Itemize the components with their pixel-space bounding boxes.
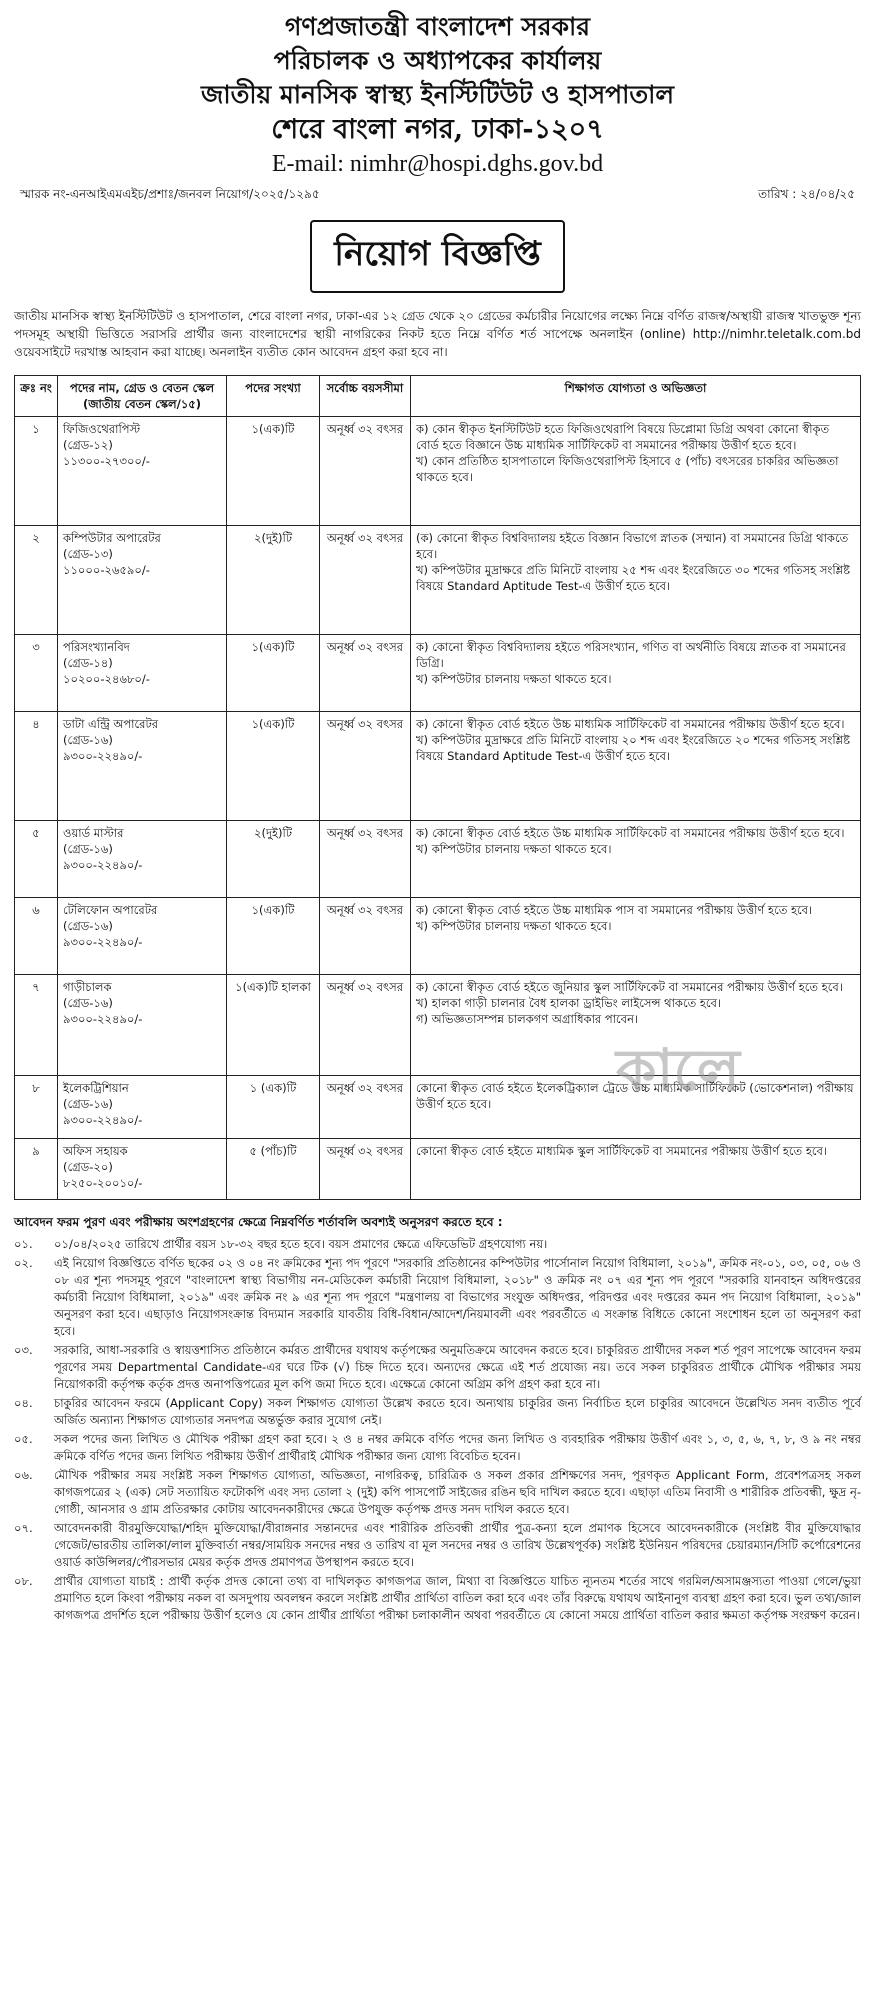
post-grade: (গ্রেড-১২) (63, 438, 113, 452)
count-cell: ১(এক)টি (227, 635, 320, 712)
count-cell: ৫ (পাঁচ)টি (227, 1139, 320, 1200)
condition-text: এই নিয়োগ বিজ্ঞপ্তিতে বর্ণিত ছকের ০২ ও ০৪ নং ক্রমিকের শূন্য পদ পূরণে "সরকারি প্রতিষ্ঠানের কম্পিউটার পার্সোনাল নিয়োগ বিধিমালা, ২০১৯", ক্রমিক নং-০১, ০৩, ০৫, ০৬ ও ০৮ এর শূন্য পদসমূহ পূরণে "বাংলাদেশ স্বাস্থ্য বিভাগীয় নন-মেডিকেল কর্মচারী নিয়োগ বিধিমালা, ২০১৮" ও ক্রমিক নং ০৭ এর শূন্য পদ পূরণে "সরকারি যানবাহন অধিদপ্তরের কর্মচারী নিয়োগ বিধিমালা, ২০১৯" এবং ক্রমিক নং ৯ এর শূন্য পদ পূরণে "মন্ত্রণালয় বা বিভাগের সংযুক্ত অধিদপ্তর, পরিদপ্তর এবং দপ্তরের কমন পদ নিয়োগ বিধিমালা, ২০১৯" অনুসরণ করা হবে। এছাড়াও নিয়োগসংক্রান্ত বিদ্যমান সরকারি যাবতীয় বিধি-বিধান/আদেশ/নিয়মাবলী এবং পরবর্তীতে এ সংক্রান্ত বিধিতে কোনো সংশোধন হলে তা অনুসরণ করা হবে। (54, 1256, 861, 1338)
qualification-line: ক) কোনো স্বীকৃত বোর্ড হইতে উচ্চ মাধ্যমিক সার্টিফিকেট বা সমমানের পরীক্ষায় উত্তীর্ণ হতে হবে। (416, 826, 845, 840)
condition-text: ০১/০৪/২০২৫ তারিখে প্রার্থীর বয়স ১৮-৩২ বছর হতে হবে। বয়স প্রমাণের ক্ষেত্রে এফিডেভিট গ্রহণযোগ্য নয়। (54, 1237, 548, 1251)
condition-number: ০৫. (14, 1432, 33, 1446)
condition-number: ০১. (14, 1237, 33, 1251)
newspaper-watermark: কালে (616, 1036, 740, 1104)
condition-number: ০৮. (14, 1574, 33, 1588)
age-cell: অনূর্ধ্ব ৩২ বৎসর (320, 1076, 411, 1139)
table-row (15, 821, 861, 898)
qualification-line: খ) কোন প্রতিষ্ঠিত হাসপাতালে ফিজিওথেরাপিস্ট হিসাবে ৫ (পাঁচ) বৎসরের চাকরির অভিজ্ঞতা থাকতে হবে। (416, 454, 839, 484)
count-cell: ১ (এক)টি (227, 1076, 320, 1139)
condition-number: ০২. (14, 1256, 33, 1270)
qualification-line: কোনো স্বীকৃত বোর্ড হইতে মাধ্যমিক স্কুল সার্টিফিকেট বা সমমানের পরীক্ষায় উত্তীর্ণ হতে হবে। (416, 1144, 828, 1158)
age-cell: অনূর্ধ্ব ৩২ বৎসর (320, 526, 411, 635)
header-govt: গণপ্রজাতন্ত্রী বাংলাদেশ সরকার (285, 12, 590, 41)
post-cell (58, 1076, 227, 1139)
age-cell: অনূর্ধ্ব ৩২ বৎসর (320, 975, 411, 1076)
serial-cell: ২ (15, 526, 58, 635)
age-cell: অনূর্ধ্ব ৩২ বৎসর (320, 712, 411, 821)
serial-cell: ৭ (15, 975, 58, 1076)
condition-item (14, 1467, 861, 1518)
qualification-line: ক) কোনো স্বীকৃত বোর্ড হইতে উচ্চ মাধ্যমিক সার্টিফিকেট বা সমমানের পরীক্ষায় উত্তীর্ণ হতে হবে। (416, 717, 845, 731)
header-office: পরিচালক ও অধ্যাপকের কার্যালয় (273, 46, 602, 75)
serial-cell: ৩ (15, 635, 58, 712)
condition-text: মৌখিক পরীক্ষার সময় সংশ্লিষ্ট সকল শিক্ষাগত যোগ্যতা, অভিজ্ঞতা, নাগরিকত্ব, চারিত্রিক ও সকল প্রকার প্রশিক্ষণের সনদ, পূরণকৃত Applicant Form, প্রবেশপত্রসহ সকল কাগজপত্রের ২ (এক) সেট সত্যায়িত ফটোকপি এবং সদ্য তোলা ২ (দুই) কপি পাসপোর্ট সাইজের রঙিন ছবি দাখিল করতে হবে। এছাড়া এতিম নিবাসী ও শারীরিক প্রতিবন্ধী, ক্ষুদ্র নৃ-গোষ্ঠী, আনসার ও গ্রাম প্রতিরক্ষার কোটায় আবেদনকারীদের ক্ষেত্রে উপযুক্ত কর্তৃপক্ষ প্রদত্ত সনদ দাখিল করতে হবে। (54, 1468, 861, 1516)
count-cell: ২(দুই)টি (227, 526, 320, 635)
qualification-cell (411, 417, 861, 526)
qualification-line: ক) কোনো স্বীকৃত বোর্ড হইতে উচ্চ মাধ্যমিক পাস বা সমমানের পরীক্ষায় উত্তীর্ণ হতে হবে। (416, 903, 813, 917)
post-grade: (গ্রেড-১৬) (63, 1097, 113, 1111)
col-count: পদের সংখ্যা (227, 376, 320, 417)
qualification-line: ক) কোনো স্বীকৃত বোর্ড হইতে জুনিয়ার স্কুল সার্টিফিকেট বা সমমানের পরীক্ষায় উত্তীর্ণ হতে হবে। (416, 980, 843, 994)
notice-title: নিয়োগ বিজ্ঞপ্তি (310, 220, 565, 293)
serial-cell: ১ (15, 417, 58, 526)
condition-item (14, 1573, 861, 1624)
qualification-line: (ক) কোনো স্বীকৃত বিশ্ববিদ্যালয় হইতে বিজ্ঞান বিভাগে স্নাতক (সম্মান) বা সমমানের ডিগ্রি থাকতে হবে। (416, 531, 849, 561)
condition-text: আবেদনকারী বীরমুক্তিযোদ্ধা/শহিদ মুক্তিযোদ্ধা/বীরাঙ্গনার সন্তানদের এবং শারীরিক প্রতিবন্ধী প্রার্থীর পুত্র-কন্যা হলে প্রমাণক হিসেবে আবেদনকারীকে (সংশ্লিষ্ট বীর মুক্তিযোদ্ধার গেজেট/ভারতীয় তালিকা/লাল মুক্তিবার্তা নম্বর/সাময়িক সনদের নম্বর ও তারিখ বা মূল সনদের নম্বর ও তারিখ উল্লেখপূর্বক) সংশ্লিষ্ট ইউনিয়ন পরিষদের চেয়ারম্যান/সিটি কর্পোরেশনের ওয়ার্ড কাউন্সিলর/পৌরসভার মেয়র কর্তৃক প্রদত্ত প্রমাণপত্র উপস্থাপন করতে হবে। (54, 1521, 861, 1569)
col-qualification: শিক্ষাগত যোগ্যতা ও অভিজ্ঞতা (411, 376, 861, 417)
serial-cell: ৯ (15, 1139, 58, 1200)
qualification-line: খ) হালকা গাড়ী চালনার বৈধ হালকা ড্রাইভিং লাইসেন্স থাকতে হবে। (416, 996, 722, 1010)
qualification-line: ক) কোন স্বীকৃত ইনস্টিটিউট হতে ফিজিওথেরাপি বিষয়ে ডিপ্লোমা ডিগ্রি অথবা কোনো স্বীকৃত বোর্ড হতে বিজ্ঞানে উচ্চ মাধ্যমিক সার্টিফিকেট বা সমমানের পরীক্ষায় উত্তীর্ণ হতে হবে। (416, 422, 830, 452)
post-scale: ৮২৫০-২০০১০/- (63, 1176, 143, 1190)
qualification-line: গ) অভিজ্ঞতাসম্পন্ন চালকগণ অগ্রাধিকার পাবেন। (416, 1012, 639, 1026)
header-address: শেরে বাংলা নগর, ঢাকা-১২০৭ (271, 114, 604, 145)
condition-item (14, 1342, 861, 1393)
post-name: ওয়ার্ড মাস্টার (63, 826, 124, 840)
header-email: E-mail: nimhr@hospi.dghs.gov.bd (271, 151, 604, 177)
qualification-line: কোনো স্বীকৃত বোর্ড হইতে ইলেকট্রিক্যাল ট্রেডে উচ্চ মাধ্যমিক সার্টিফিকেট (ভোকেশনাল) পরীক্ষায় উত্তীর্ণ হতে হবে। (416, 1081, 854, 1111)
condition-text: সকল পদের জন্য লিখিত ও মৌখিক পরীক্ষা গ্রহণ করা হবে। ২ ও ৪ নম্বর ক্রমিকে বর্ণিত পদের জন্য লিখিত ও ব্যবহারিক পরীক্ষায় উত্তীর্ণ এবং ১, ৩, ৫, ৬, ৭, ৮, ও ৯ নং নম্বর ক্রমিকে বর্ণিত পদের জন্য লিখিত পরীক্ষায় উত্তীর্ণ প্রার্থীরাই মৌখিক পরীক্ষার জন্য যোগ্য বিবেচিত হবেন। (54, 1432, 861, 1463)
header-institute: জাতীয় মানসিক স্বাস্থ্য ইনস্টিটিউট ও হাসপাতাল (200, 80, 675, 109)
post-scale: ৯৩০০-২২৪৯০/- (63, 935, 143, 949)
count-cell: ২(দুই)টি (227, 821, 320, 898)
memo-row (14, 186, 861, 206)
table-row (15, 526, 861, 635)
table-header-row (15, 376, 861, 417)
col-serial: ক্রঃ নং (15, 376, 58, 417)
condition-item (14, 1520, 861, 1571)
post-grade: (গ্রেড-১৪) (63, 656, 113, 670)
count-cell: ১(এক)টি (227, 417, 320, 526)
title-box (14, 220, 861, 293)
condition-item (14, 1255, 861, 1340)
post-cell (58, 417, 227, 526)
post-name: অফিস সহায়ক (63, 1144, 128, 1158)
qualification-cell (411, 821, 861, 898)
table-row (15, 898, 861, 975)
conditions-heading: আবেদন ফরম পুরণ এবং পরীক্ষায় অংশগ্রহণের ক্ষেত্রে নিম্নবর্ণিত শর্তাবলি অবশ্যই অনুসরণ করতে হবে : (14, 1215, 503, 1229)
post-name: ইলেকট্রিশিয়ান (63, 1081, 129, 1095)
post-cell (58, 526, 227, 635)
condition-text: চাকুরির আবেদন ফরমে (Applicant Copy) সকল শিক্ষাগত যোগ্যতা উল্লেখ করতে হবে। অন্যথায় চাকুরির জন্য নির্বাচিত হলে চাকুরির আবেদনে উল্লেখিত সনদ ব্যতীত পূর্বে অর্জিত অন্যান্য শিক্ষাগত যোগ্যতার সনদপত্র অন্তর্ভুক্ত করার সুযোগ নেই। (54, 1396, 861, 1427)
age-cell: অনূর্ধ্ব ৩২ বৎসর (320, 898, 411, 975)
qualification-line: খ) কম্পিউটার চালনায় দক্ষতা থাকতে হবে। (416, 672, 612, 686)
count-cell: ১(এক)টি (227, 712, 320, 821)
col-age: সর্বোচ্চ বয়সসীমা (320, 376, 411, 417)
post-name: ফিজিওথেরাপিস্ট (63, 422, 141, 436)
age-cell: অনূর্ধ্ব ৩২ বৎসর (320, 635, 411, 712)
table-row (15, 635, 861, 712)
age-cell: অনূর্ধ্ব ৩২ বৎসর (320, 417, 411, 526)
condition-number: ০৭. (14, 1521, 33, 1535)
condition-text: সরকারি, আধা-সরকারি ও স্বায়ত্তশাসিত প্রতিষ্ঠানে কর্মরত প্রার্থীদের যথাযথ কর্তৃপক্ষের অনুমতিক্রমে আবেদন করতে হবে। চাকুরিরত প্রার্থীদের সকল শর্ত পূরণ সাপেক্ষে আবেদন ফরম পূরণের সময় Departmental Candidate-এর ঘরে টিক (√) চিহ্ন দিতে হবে। অন্যদের ক্ষেত্রে এই শর্ত প্রযোজ্য নয়। তবে সকল চাকুরিরত প্রার্থীকে মৌখিক পরীক্ষার সময় নিয়োগকারী কর্তৃপক্ষ কর্তৃক প্রদত্ত অনাপত্তিপত্রের মূল কপি জমা দিতে হবে। এক্ষেত্রে কোনো অগ্রিম কপি গ্রহণ করা হবে না। (54, 1343, 861, 1391)
post-cell (58, 975, 227, 1076)
post-cell (58, 821, 227, 898)
qualification-line: খ) কম্পিউটার চালনায় দক্ষতা থাকতে হবে। (416, 842, 612, 856)
post-name: ডাটা এন্ট্রি অপারেটর (63, 717, 159, 731)
condition-number: ০৩. (14, 1343, 33, 1357)
post-scale: ১১৩০০-২৭৩০০/- (63, 454, 150, 468)
condition-item (14, 1431, 861, 1465)
post-grade: (গ্রেড-২০) (63, 1160, 113, 1174)
post-name: গাড়ীচালক (63, 980, 112, 994)
post-grade: (গ্রেড-১৬) (63, 996, 113, 1010)
condition-number: ০৪. (14, 1396, 33, 1410)
post-name: পরিসংখ্যানবিদ (63, 640, 130, 654)
condition-number: ০৬. (14, 1468, 33, 1482)
post-scale: ১০২০০-২৪৬৮০/- (63, 672, 150, 686)
post-grade: (গ্রেড-১৬) (63, 919, 113, 933)
post-grade: (গ্রেড-১৬) (63, 842, 113, 856)
memo-number: স্মারক নং-এনআইএমএইচ/প্রশাঃ/জনবল নিয়োগ/২০২৫/১২৯৫ (20, 187, 320, 201)
col-post: পদের নাম, গ্রেড ও বেতন স্কেল (জাতীয় বেতন স্কেল/১৫) (58, 376, 227, 417)
serial-cell: ৪ (15, 712, 58, 821)
serial-cell: ৮ (15, 1076, 58, 1139)
memo-date: তারিখ : ২৪/০৪/২৫ (758, 187, 855, 201)
age-cell: অনূর্ধ্ব ৩২ বৎসর (320, 821, 411, 898)
post-cell (58, 635, 227, 712)
post-scale: ৯৩০০-২২৪৯০/- (63, 749, 143, 763)
qualification-cell (411, 1139, 861, 1200)
condition-text: প্রার্থীর যোগ্যতা যাচাই : প্রার্থী কর্তৃক প্রদত্ত কোনো তথ্য বা দাখিলকৃত কাগজপত্র জাল, মিথ্যা বা বিজ্ঞপ্তিতে যাচিত ন্যূনতম শর্তের সাথে গরমিল/অসামঞ্জস্যতা পাওয়া গেলে/ভুয়া প্রমাণিত হলে কিংবা পরীক্ষায় নকল বা অসদুপায় অবলম্বন করলে সংশ্লিষ্ট প্রার্থীর প্রার্থিতা বাতিল করা হবে এবং তাঁর বিরুদ্ধে যথাযথ আইনানুগ ব্যবস্থা গ্রহণ করা হবে। ভুল তথ্য/জাল কাগজপত্র প্রদর্শিত হলে পরীক্ষায় উত্তীর্ণ হলেও যে কোন প্রার্থীর প্রার্থিতা পরীক্ষা চলাকালীন অথবা পরবর্তীতে যে কোনো সময়ে প্রার্থিতা বাতিল করার ক্ষমতা কর্তৃপক্ষ সংরক্ষণ করেন। (54, 1574, 861, 1622)
condition-item (14, 1395, 861, 1429)
serial-cell: ৬ (15, 898, 58, 975)
post-cell (58, 1139, 227, 1200)
serial-cell: ৫ (15, 821, 58, 898)
qualification-cell (411, 712, 861, 821)
intro-paragraph: জাতীয় মানসিক স্বাস্থ্য ইনস্টিটিউট ও হাসপাতাল, শেরে বাংলা নগর, ঢাকা-এর ১২ গ্রেড থেকে ২০ গ্রেডের কর্মচারীর নিয়োগের লক্ষ্যে নিম্নে বর্ণিত রাজস্ব/অস্থায়ী রাজস্ব খাতভুক্ত শূন্য পদসমূহ অস্থায়ী ভিত্তিতে সরাসরি প্রার্থীর জন্য বাংলাদেশের স্থায়ী নাগরিকের নিকট হতে নিম্নে বর্ণিত শর্ত সাপেক্ষে অনলাইন (online) http://nimhr.teletalk.com.bd ওয়েবসাইটে দরখাস্ত আহবান করা যাচ্ছে। অনলাইন ব্যতীত কোন আবেদন গ্রহণ করা হবে না। (14, 309, 861, 359)
table-row (15, 712, 861, 821)
qualification-cell (411, 526, 861, 635)
post-cell (58, 898, 227, 975)
post-scale: ৯৩০০-২২৪৯০/- (63, 1012, 143, 1026)
qualification-line: খ) কম্পিউটার মুদ্রাক্ষরে প্রতি মিনিটে বাংলায় ২০ শব্দ এবং ইংরেজিতে ২০ শব্দের গতিসহ সংশ্লিষ্ট বিষয়ে Standard Aptitude Test-এ উত্তীর্ণ হতে হবে। (416, 733, 851, 763)
post-scale: ১১০০০-২৬৫৯০/- (63, 563, 150, 577)
qualification-line: খ) কম্পিউটার মুদ্রাক্ষরে প্রতি মিনিটে বাংলায় ২৫ শব্দ এবং ইংরেজিতে ৩০ শব্দের গতিসহ সংশ্লিষ্ট বিষয়ে Standard Aptitude Test-এ উত্তীর্ণ হতে হবে। (416, 563, 851, 593)
post-cell (58, 712, 227, 821)
notice-page (0, 10, 875, 2002)
age-cell: অনূর্ধ্ব ৩২ বৎসর (320, 1139, 411, 1200)
conditions-list (14, 1236, 861, 1624)
qualification-cell (411, 635, 861, 712)
post-name: টেলিফোন অপারেটর (63, 903, 158, 917)
table-row (15, 1139, 861, 1200)
qualification-line: ক) কোনো স্বীকৃত বিশ্ববিদ্যালয় হইতে পরিসংখ্যান, গণিত বা অর্থনীতি বিষয়ে স্নাতক বা সমমানের ডিগ্রি। (416, 640, 846, 670)
qualification-line: খ) কম্পিউটার চালনায় দক্ষতা থাকতে হবে। (416, 919, 612, 933)
qualification-cell (411, 898, 861, 975)
condition-item (14, 1236, 861, 1253)
post-grade: (গ্রেড-১৬) (63, 733, 113, 747)
table-row (15, 417, 861, 526)
post-scale: ৯৩০০-২২৪৯০/- (63, 858, 143, 872)
post-scale: ৯৩০০-২২৪৯০/- (63, 1113, 143, 1127)
post-name: কম্পিউটার অপারেটর (63, 531, 161, 545)
count-cell: ১(এক)টি (227, 898, 320, 975)
post-grade: (গ্রেড-১৩) (63, 547, 113, 561)
count-cell: ১(এক)টি হালকা (227, 975, 320, 1076)
